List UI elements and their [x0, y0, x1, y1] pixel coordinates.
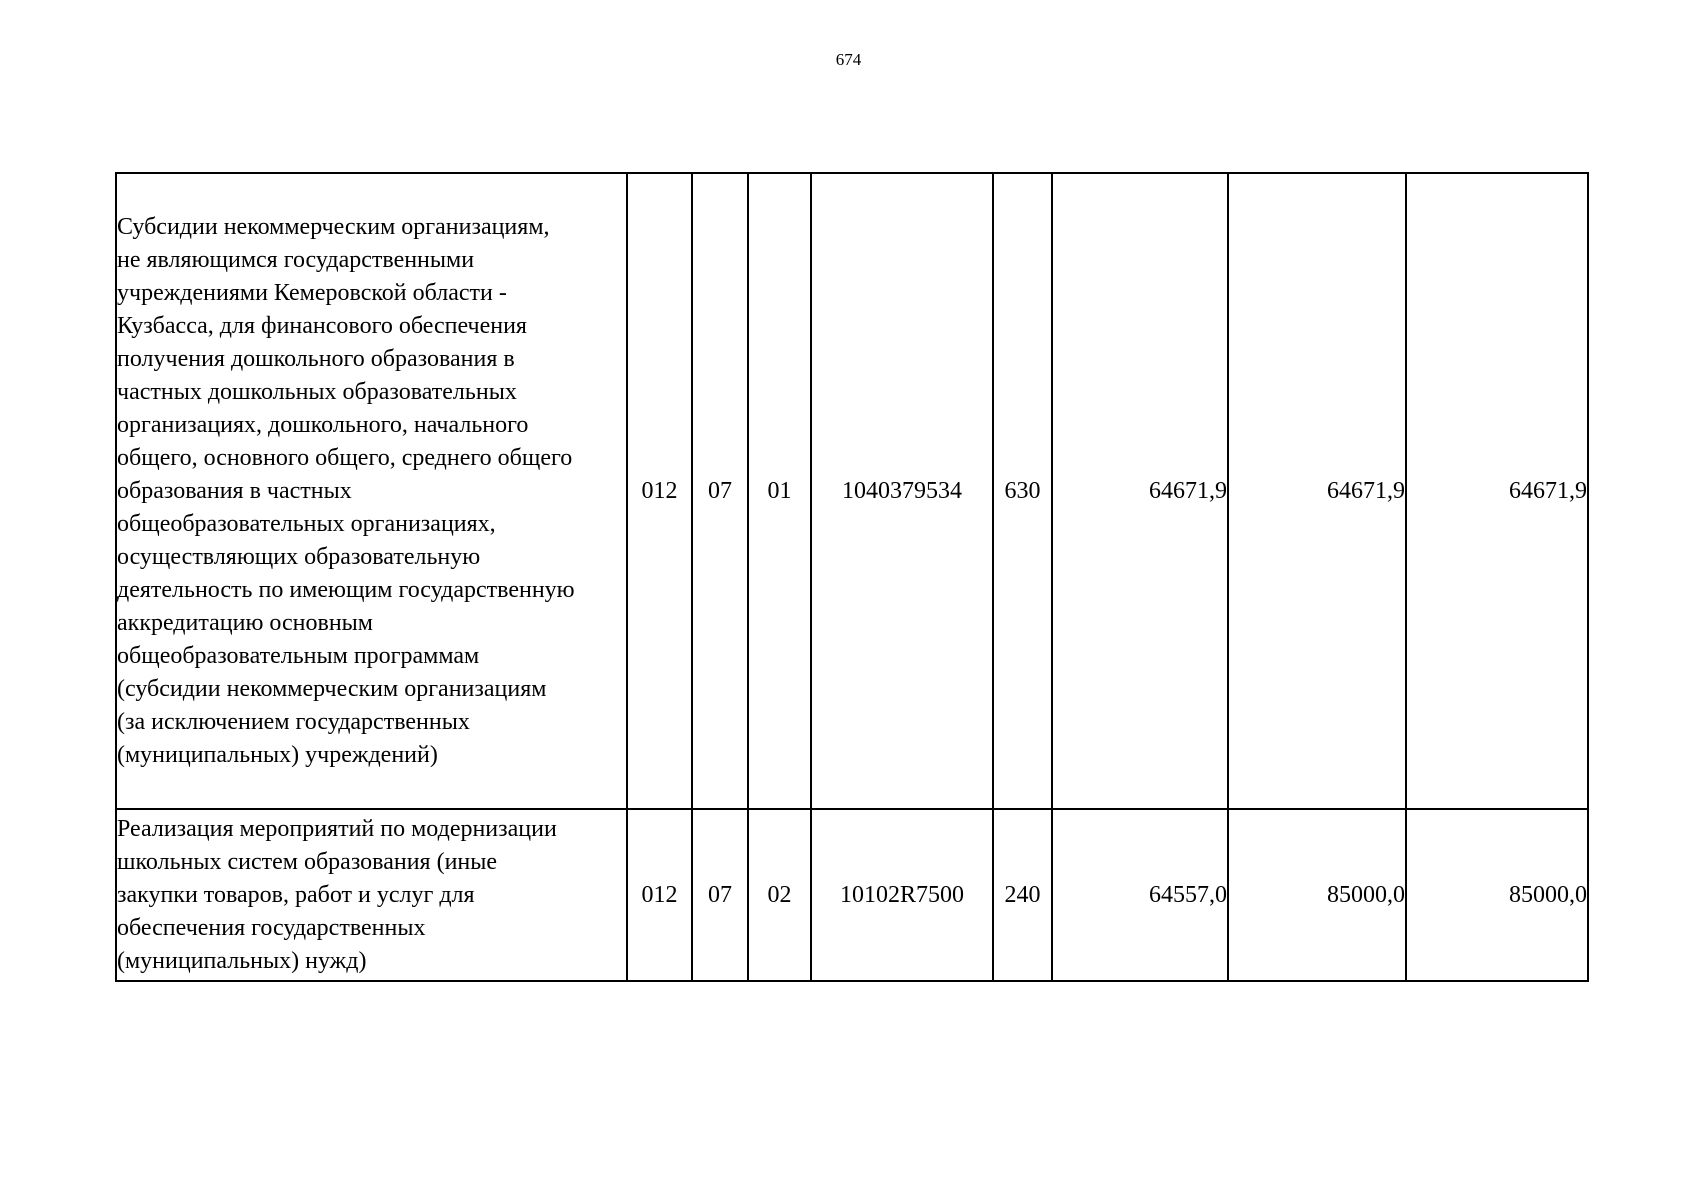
section-code-cell: 07 [692, 173, 748, 809]
expense-type-cell: 240 [993, 809, 1052, 981]
amount-cell-1: 64671,9 [1052, 173, 1228, 809]
table-row [116, 809, 1588, 981]
ministry-code-cell: 012 [627, 809, 692, 981]
description-cell [116, 809, 627, 981]
subsection-code-cell: 01 [748, 173, 811, 809]
page-number: 674 [835, 50, 862, 69]
description-text: Субсидии некоммерческим организациям, не являющимся государственными учреждениями Кемеровской области - Кузбасса, для финансового обеспечения получения дошкольного образования в частных дошкольных образовательных организациях, дошкольного, начального общего, основного общего, среднего общего образования в частных общеобразовательных организациях, осуществляющих образовательную деятельность по имеющим государственную аккредитацию основным общеобразовательным программам (субсидии некоммерческим организациям (за исключением государственных (муниципальных) учреждений) [117, 213, 575, 768]
budget-table [115, 172, 1589, 982]
expense-type-cell: 630 [993, 173, 1052, 809]
ministry-code-cell: 012 [627, 173, 692, 809]
section-code-cell: 07 [692, 809, 748, 981]
description-cell [116, 173, 627, 809]
target-article-cell: 10102R7500 [811, 809, 993, 981]
target-article-cell: 1040379534 [811, 173, 993, 809]
amount-cell-3: 64671,9 [1406, 173, 1588, 809]
amount-cell-3: 85000,0 [1406, 809, 1588, 981]
amount-cell-2: 64671,9 [1228, 173, 1406, 809]
subsection-code-cell: 02 [748, 809, 811, 981]
description-text: Реализация мероприятий по модернизации школьных систем образования (иные закупки товаров, работ и услуг для обеспечения государственных (муниципальных) нужд) [117, 815, 557, 974]
amount-cell-1: 64557,0 [1052, 809, 1228, 981]
amount-cell-2: 85000,0 [1228, 809, 1406, 981]
table-row [116, 173, 1588, 809]
